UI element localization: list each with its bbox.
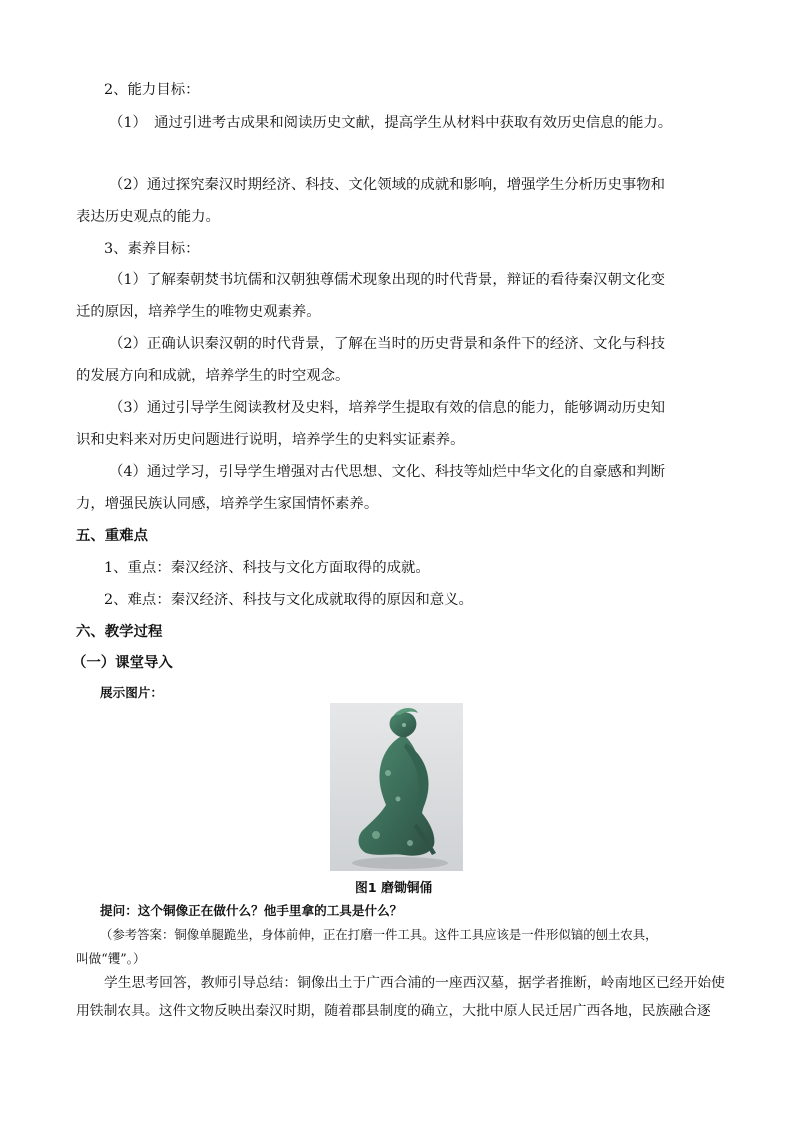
literacy-goal-item-1-line-2: 迁的原因，培养学生的唯物史观素养。 xyxy=(76,304,321,320)
teacher-summary-line-2: 用铁制农具。这件文物反映出秦汉时期，随着郡县制度的确立，大批中原人民迁居广西各地，民族融合逐 xyxy=(76,1003,711,1019)
ability-goal-item-2-line-1: （2）通过探究秦汉时期经济、科技、文化领域的成就和影响，增强学生分析历史事物和 xyxy=(109,177,666,193)
literacy-goal-item-1-line-1: （1）了解秦朝焚书坑儒和汉朝独尊儒术现象出现的时代背景，辩证的看待秦汉朝文化变 xyxy=(109,272,666,288)
ability-goal-item-2-line-2: 表达历史观点的能力。 xyxy=(76,209,220,225)
key-point: 1、重点：秦汉经济、科技与文化方面取得的成就。 xyxy=(104,560,430,576)
bronze-figurine-illustration xyxy=(330,703,463,871)
literacy-goal-item-2-line-1: （2）正确认识秦汉朝的时代背景，了解在当时的历史背景和条件下的经济、文化与科技 xyxy=(109,336,666,352)
ability-goal-item-1: （1） 通过引进考古成果和阅读历史文献，提高学生从材料中获取有效历史信息的能力。 xyxy=(109,115,673,131)
ability-goal-heading: 2、能力目标： xyxy=(104,82,200,98)
teaching-process-heading: 六、教学过程 xyxy=(76,623,163,640)
difficult-point: 2、难点：秦汉经济、科技与文化成就取得的原因和意义。 xyxy=(104,592,473,608)
key-points-heading: 五、重难点 xyxy=(76,527,148,544)
intro-question: 提问：这个铜像正在做什么？他手里拿的工具是什么？ xyxy=(100,903,403,918)
literacy-goal-item-4-line-2: 力，增强民族认同感，培养学生家国情怀素养。 xyxy=(76,496,379,512)
literacy-goal-item-4-line-1: （4）通过学习，引导学生增强对古代思想、文化、科技等灿烂中华文化的自豪感和判断 xyxy=(109,464,666,480)
literacy-goal-item-3-line-2: 识和史料来对历史问题进行说明，培养学生的史料实证素养。 xyxy=(76,432,465,448)
reference-answer-line-2: 叫做“䦆”。） xyxy=(76,951,146,966)
class-intro-heading: （一）课堂导入 xyxy=(72,654,173,671)
teacher-summary-line-1: 学生思考回答，教师引导总结：铜像出土于广西合浦的一座西汉墓，据学者推断，岭南地区已经开始使 xyxy=(104,975,725,991)
literacy-goal-item-3-line-1: （3）通过引导学生阅读教材及史料，培养学生提取有效的信息的能力，能够调动历史知 xyxy=(109,400,666,416)
bronze-figurine-photo xyxy=(330,703,463,871)
figure-caption: 图1 磨锄铜俑 xyxy=(355,881,433,896)
show-image-label: 展示图片： xyxy=(100,685,163,700)
reference-answer-line-1: （参考答案：铜像单腿跪坐，身体前伸，正在打磨一件工具。这件工具应该是一件形似镐的刨土农具， xyxy=(100,927,658,942)
literacy-goal-heading: 3、素养目标： xyxy=(104,241,200,257)
literacy-goal-item-2-line-2: 的发展方向和成就，培养学生的时空观念。 xyxy=(76,368,350,384)
